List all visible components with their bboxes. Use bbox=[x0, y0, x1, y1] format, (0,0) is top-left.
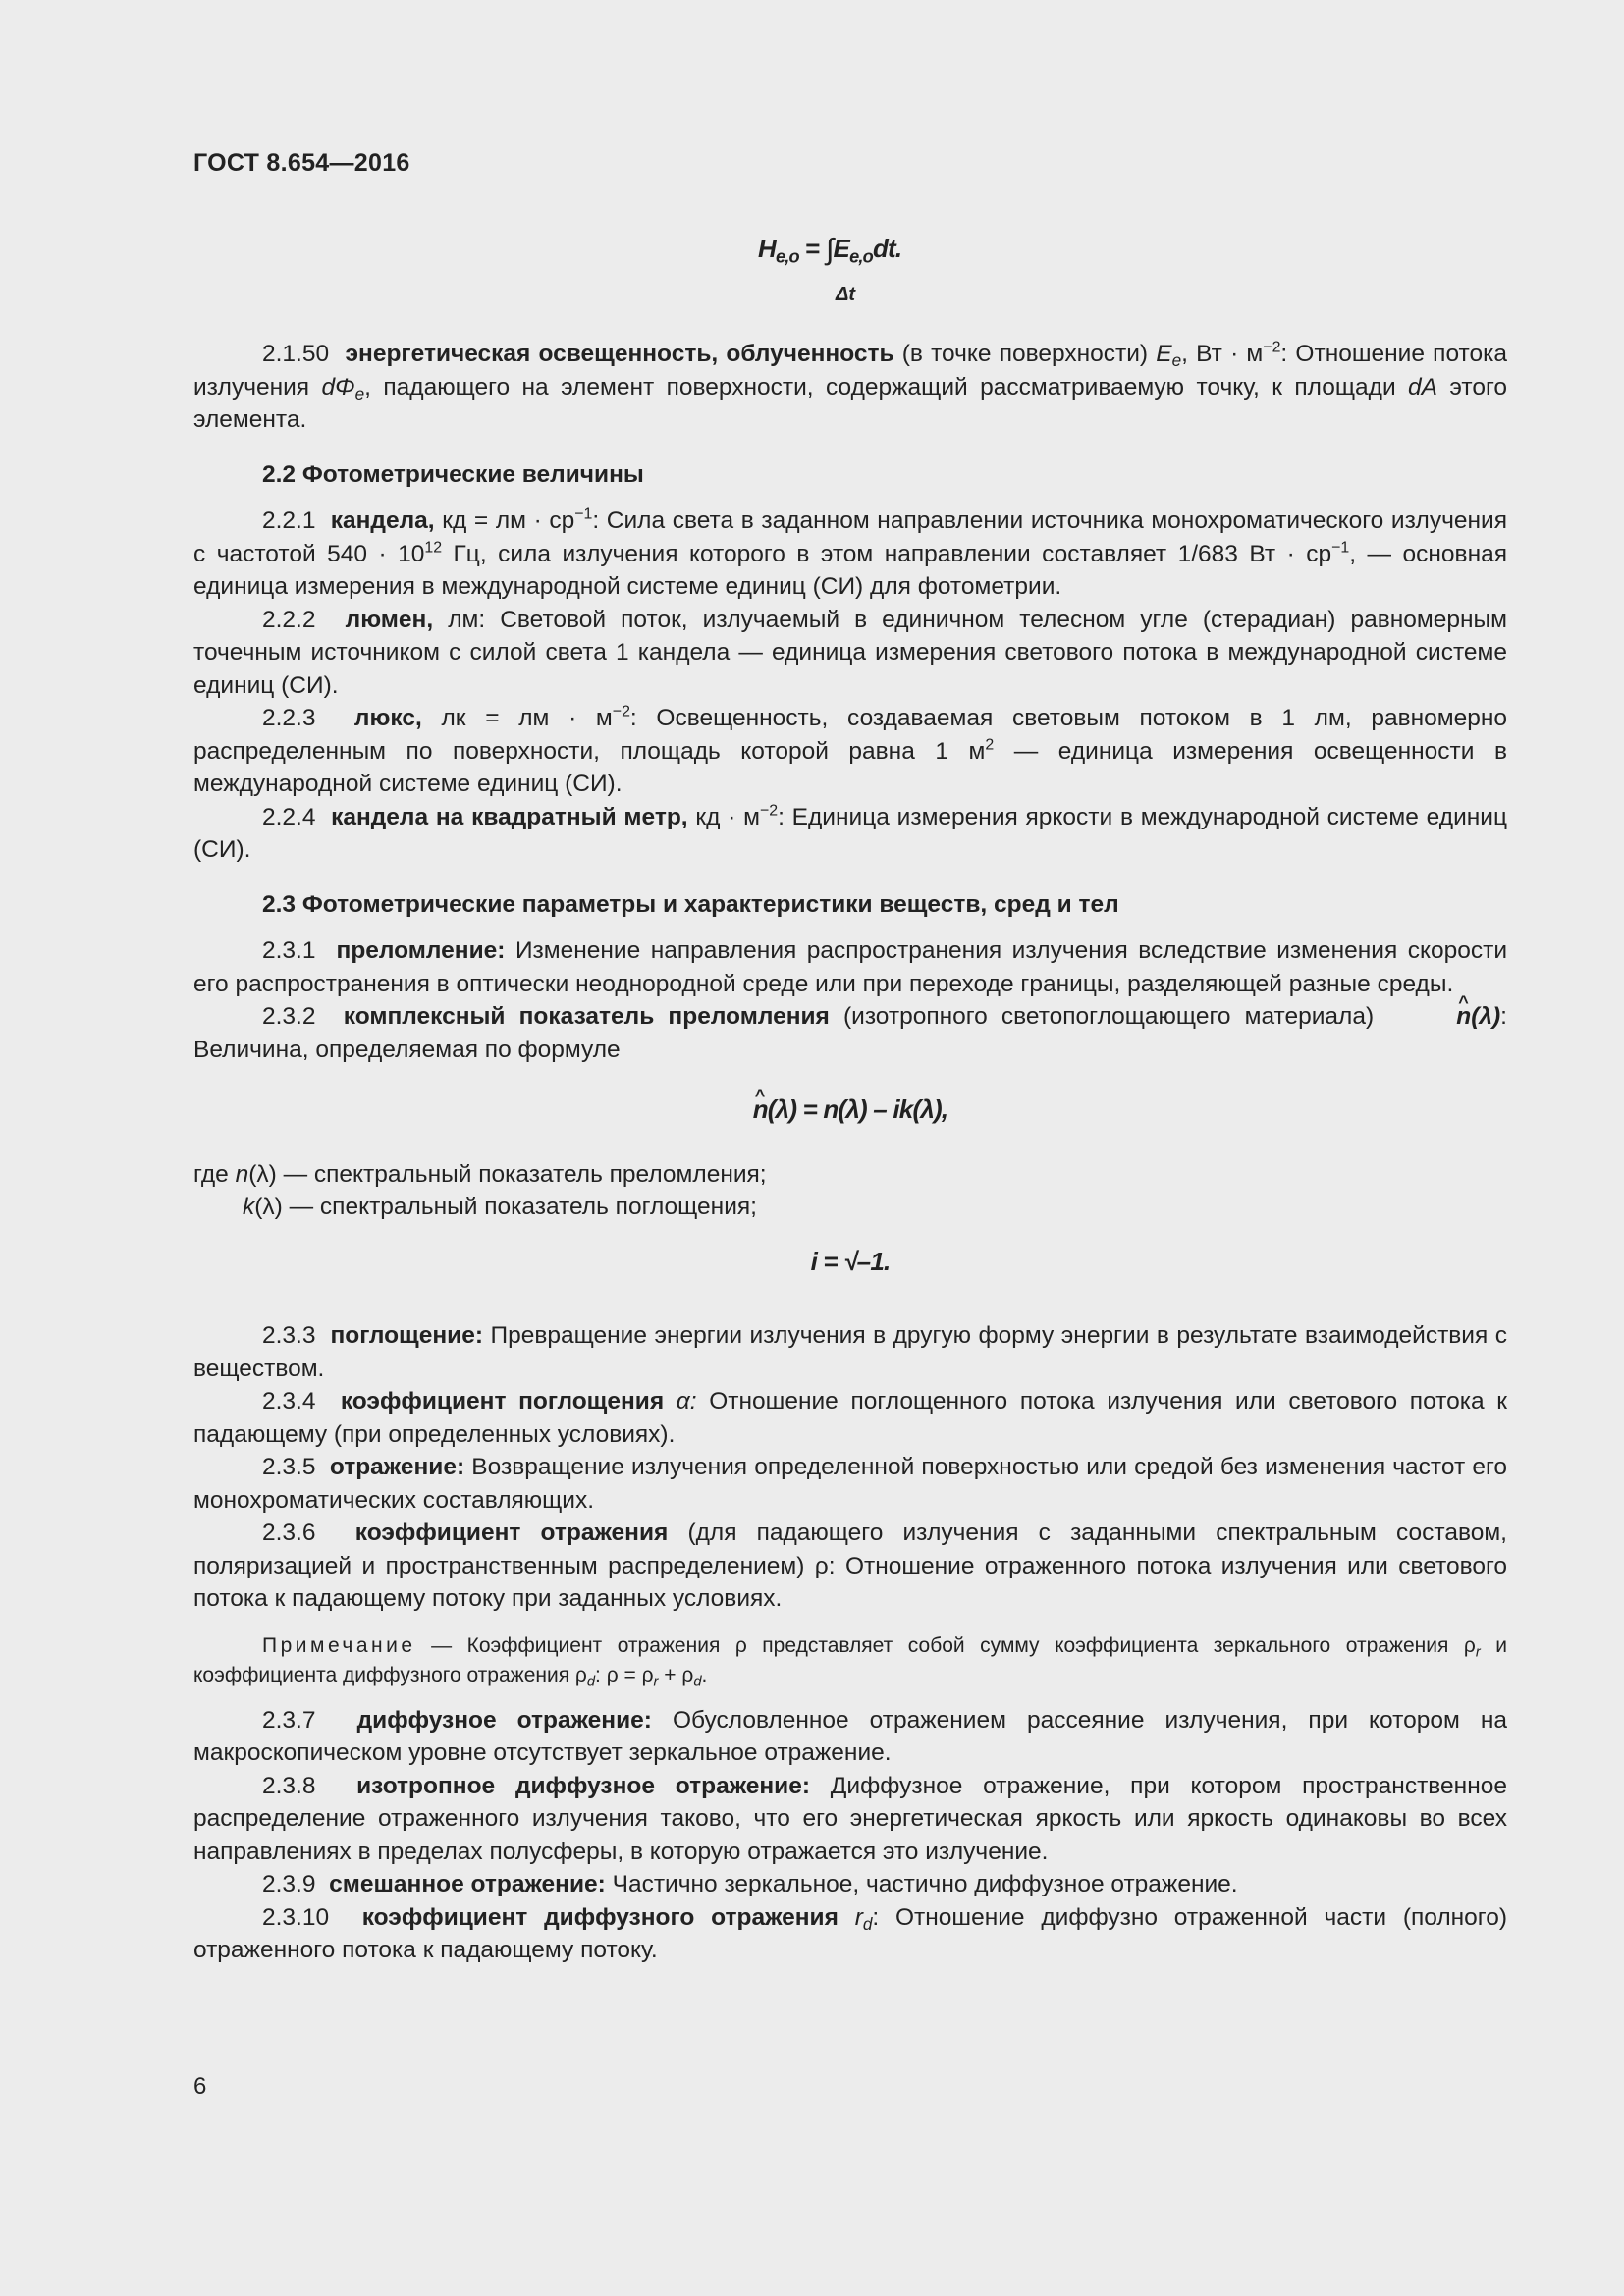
formula-complex-index: ^ n(λ) = n(λ) – ik(λ), bbox=[193, 1094, 1507, 1127]
term-2-1-50: 2.1.50 энергетическая освещенность, облученность (в точке поверхности) $E_e$, Вт · $м^{-2}$: Отношение потока излучения $d\Phi_e$, падающего на элемент поверхности, содержащий рассматриваемую точку, к площади dA этого элемента. bbox=[193, 339, 1507, 433]
legend-line: где n(λ) — спектральный показатель преломления; bbox=[193, 1160, 767, 1188]
complex-index-symbol: ^ n(λ) bbox=[1387, 1000, 1500, 1034]
term-2-3-8: 2.3.8 изотропное диффузное отражение: Диффузное отражение, при котором пространственное распределение отраженного излучения таково, что его энергетическая яркость или яркость одинаковы во всех направлениях в пределах полусферы, в которую отражается это излучение. bbox=[193, 1772, 1507, 1865]
formula-subscript: e,o bbox=[849, 246, 873, 267]
section-heading: 2.3 Фотометрические параметры и характеристики веществ, сред и тел bbox=[262, 890, 1119, 918]
page-number: 6 bbox=[193, 2073, 207, 2100]
term-2-2-1: 2.2.1 кандела, кд = лм · $ср^{-1}$: Сила света в заданном направлении источника монохроматического излучения с частотой $540 \cdot 10^{12}$ Гц, сила излучения которого в этом направлении составляет 1/683 Вт · $ср^{-1}$, — основная единица измерения в международной системе единиц (СИ) для фотометрии. bbox=[193, 506, 1507, 600]
document-header: ГОСТ 8.654—2016 bbox=[193, 149, 410, 177]
note-paragraph: Примечание — Коэффициент отражения ρ представляет собой сумму коэффициента зеркального отражения $\rho_r$ и коэффициента диффузного отражения $\rho_d$: $\rho = \rho_r + \rho_d$. bbox=[193, 1633, 1507, 1689]
term-2-3-10: 2.3.10 коэффициент диффузного отражения $r_d$: Отношение диффузно отраженной части (полного) отраженного потока к падающему потоку. bbox=[193, 1903, 1507, 1963]
formula-symbol: H bbox=[758, 234, 776, 263]
legend-line: k(λ) — спектральный показатель поглощения; bbox=[243, 1194, 757, 1220]
formula-differential: dt. bbox=[872, 234, 902, 263]
formula-symbol: E bbox=[833, 234, 850, 263]
term-2-3-3: 2.3.3 поглощение: Превращение энергии излучения в другую форму энергии в результате взаимодействия с веществом. bbox=[193, 1322, 1507, 1382]
term-2-2-3: 2.2.3 люкс, лк = лм · $м^{-2}$: Освещенность, создаваемая световым потоком в 1 лм, равномерно распределенным по поверхности, площадь которой равна 1 $м^2$ — единица измерения освещенности в международной системе единиц (СИ). bbox=[193, 703, 1507, 797]
term-2-3-1: 2.3.1 преломление: Изменение направления распространения излучения вследствие изменения скорости его распространения в оптически неоднородной среде или при переходе границы, разделяющей разные среды. bbox=[193, 937, 1508, 997]
integral-icon: ∫ bbox=[826, 234, 834, 266]
document-body bbox=[193, 232, 1507, 1967]
term-2-3-4: 2.3.4 коэффициент поглощения α: Отношение поглощенного потока излучения или светового потока к падающему (при определенных условиях). bbox=[193, 1388, 1507, 1448]
formula-equals: = bbox=[798, 234, 827, 263]
term-2-3-2: 2.3.2 комплексный показатель преломления (изотропного светопоглощающего материала) ^ n(λ): Величина, определяемая по формуле bbox=[193, 1000, 1507, 1066]
term-2-3-7: 2.3.7 диффузное отражение: Обусловленное отражением рассеяние излучения, при котором на макроскопическом уровне отсутствует зеркальное отражение. bbox=[193, 1706, 1507, 1766]
term-2-3-6: 2.3.6 коэффициент отражения (для падающего излучения с заданными спектральным составом, поляризацией и пространственным распределением) ρ: Отношение отраженного потока излучения или светового потока к падающему потоку при заданных условиях. bbox=[193, 1520, 1507, 1612]
formula-imaginary-unit: i = √–1. bbox=[810, 1246, 891, 1276]
term-2-2-2: 2.2.2 люмен, лм: Световой поток, излучаемый в единичном телесном угле (стерадиан) равномерным точечным источником с силой света 1 кандела — единица измерения светового потока в международной системе единиц (СИ). bbox=[193, 606, 1507, 699]
formula-exposure bbox=[193, 232, 1507, 320]
term-2-3-5: 2.3.5 отражение: Возвращение излучения определенной поверхностью или средой без изменения частот его монохроматических составляющих. bbox=[193, 1454, 1507, 1514]
term-2-3-9: 2.3.9 смешанное отражение: Частично зеркальное, частично диффузное отражение. bbox=[262, 1871, 1238, 1897]
integral-limit: Δt bbox=[836, 284, 856, 305]
formula-subscript: e,o bbox=[775, 246, 799, 267]
section-heading: 2.2 Фотометрические величины bbox=[262, 460, 644, 488]
term-2-2-4: 2.2.4 кандела на квадратный метр, кд · $м^{-2}$: Единица измерения яркости в международной системе единиц (СИ). bbox=[193, 801, 1507, 863]
